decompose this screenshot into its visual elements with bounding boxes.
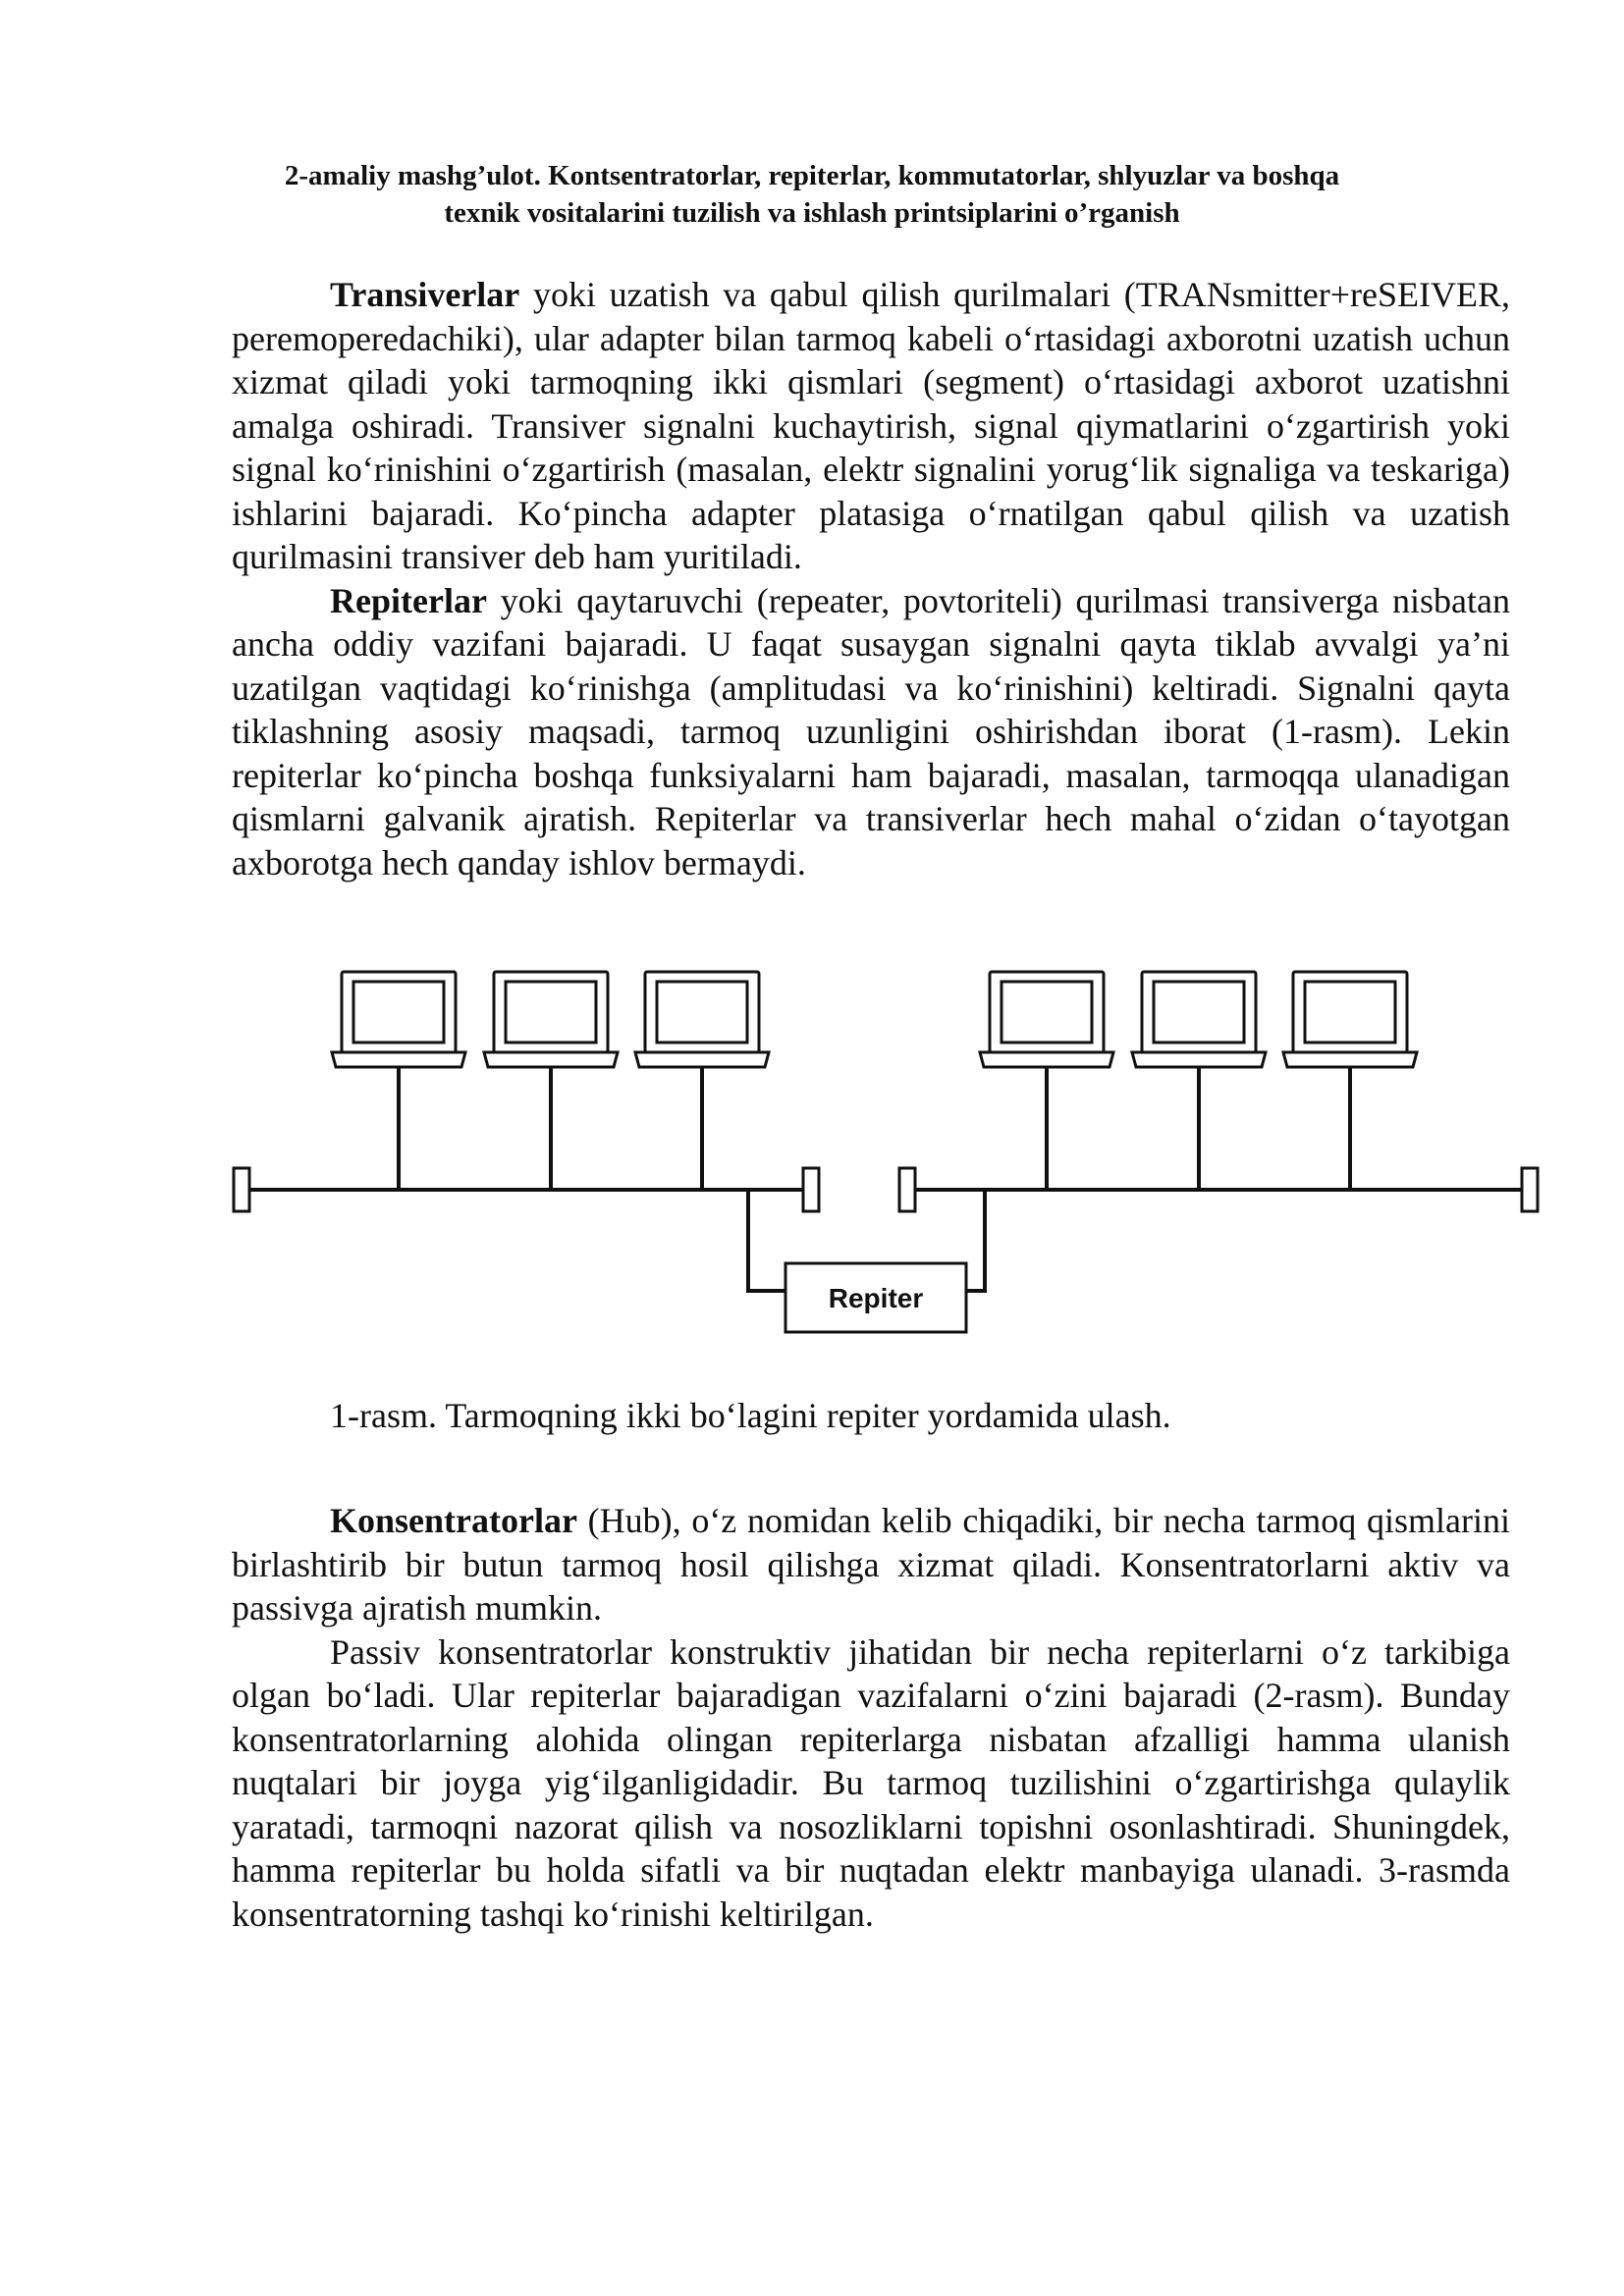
computer-icon	[332, 972, 465, 1067]
title-line-1: 2-amaliy mashg’ulot. Kontsentratorlar, repiterlar, kommutatorlar, shlyuzlar va boshqa	[284, 160, 1340, 191]
terminator-icon	[899, 1168, 915, 1211]
text-block-2	[232, 1499, 1510, 1936]
term-repiterlar: Repiterlar	[330, 580, 487, 620]
page-title	[177, 157, 1447, 232]
repeater-link-left	[748, 1190, 785, 1291]
paragraph-konsentratorlar-body: (Hub), o‘z nomidan kelib chiqadiki, bir necha tarmoq qismlarini birlashtirib bir butun tarmoq hosil qilishga xizmat qiladi. Konsentratorlarni aktiv va passivga ajratish mumkin.	[232, 1501, 1510, 1628]
text-block-1	[232, 273, 1510, 884]
computer-icon	[1132, 972, 1266, 1067]
figure-caption: 1-rasm. Tarmoqning ikki bo‘lagini repiter yordamida ulash.	[330, 1396, 1171, 1435]
computer-icon	[1283, 972, 1417, 1067]
paragraph-passiv-konsentratorlar: Passiv konsentratorlar konstruktiv jihatidan bir necha repiterlarni o‘z tarkibiga olgan bo‘ladi. Ular repiterlar bajaradigan vazifalarni o‘zini bajaradi (2-rasm). Bunday konsentratorlarning alohida olingan repiterlarga nisbatan afzalligi hamma ulanish nuqtalari bir joyga yig‘ilganligidadir. Bu tarmoq tuzilishini o‘zgartirishga qulaylik yaratadi, tarmoqni nazorat qilish va nosozliklarni topishni osonlashtiradi. Shuningdek, hamma repiterlar bu holda sifatli va bir nuqtadan elektr manbayiga ulanadi. 3-rasmda konsentratorning tashqi ko‘rinishi keltirilgan.	[232, 1631, 1510, 1934]
title-line-2: texnik vositalarini tuzilish va ishlash printsiplarini o’rganish	[444, 197, 1180, 229]
figure-repeater-network-diagram	[226, 967, 1561, 1360]
terminator-icon	[234, 1168, 249, 1211]
computer-icon	[635, 972, 769, 1067]
term-konsentratorlar: Konsentratorlar	[330, 1501, 577, 1540]
repeater-label: Repiter	[828, 1283, 924, 1313]
paragraph-repiterlar-body: yoki qaytaruvchi (repeater, povtoriteli) qurilmasi transiverga nisbatan ancha oddiy vazifani bajaradi. U faqat susaygan signalni qayta tiklab avvalgi ya’ni uzatilgan vaqtidagi ko‘rinishga (amplitudasi va ko‘rinishini) keltiradi. Signalni qayta tiklashning asosiy maqsadi, tarmoq uzunligini oshirishdan iborat (1-rasm). Lekin repiterlar ko‘pincha boshqa funksiyalarni ham bajaradi, masalan, tarmoqqa ulanadigan qismlarni galvanik ajratish. Repiterlar va transiverlar hech mahal o‘zidan o‘tayotgan axborotga hech qanday ishlov bermaydi.	[232, 580, 1510, 882]
paragraph-transiverlar-body: yoki uzatish va qabul qilish qurilmalari (TRANsmitter+reSEIVER, peremoperedachiki), ular adapter bilan tarmoq kabeli o‘rtasidagi axborotni uzatish uchun xizmat qiladi yoki tarmoqning ikki qismlari (segment) o‘rtasidagi axborot uzatishni amalga oshiradi. Transiver signalni kuchaytirish, signal qiymatlarini o‘zgartirish yoki signal ko‘rinishini o‘zgartirish (masalan, elektr signalini yorug‘lik signaliga va teskariga) ishlarini bajaradi. Ko‘pincha adapter platasiga o‘rnatilgan qabul qilish va uzatish qurilmasini transiver deb ham yuritiladi.	[232, 275, 1510, 576]
computer-icon	[484, 972, 618, 1067]
paragraph-repiterlar	[232, 579, 1510, 885]
paragraph-transiverlar	[232, 273, 1510, 579]
term-transiverlar: Transiverlar	[330, 275, 520, 314]
paragraph-konsentratorlar	[232, 1499, 1510, 1630]
repeater-link-right	[966, 1190, 985, 1291]
computer-icon	[980, 972, 1113, 1067]
terminator-icon	[803, 1168, 819, 1211]
terminator-icon	[1522, 1168, 1538, 1211]
